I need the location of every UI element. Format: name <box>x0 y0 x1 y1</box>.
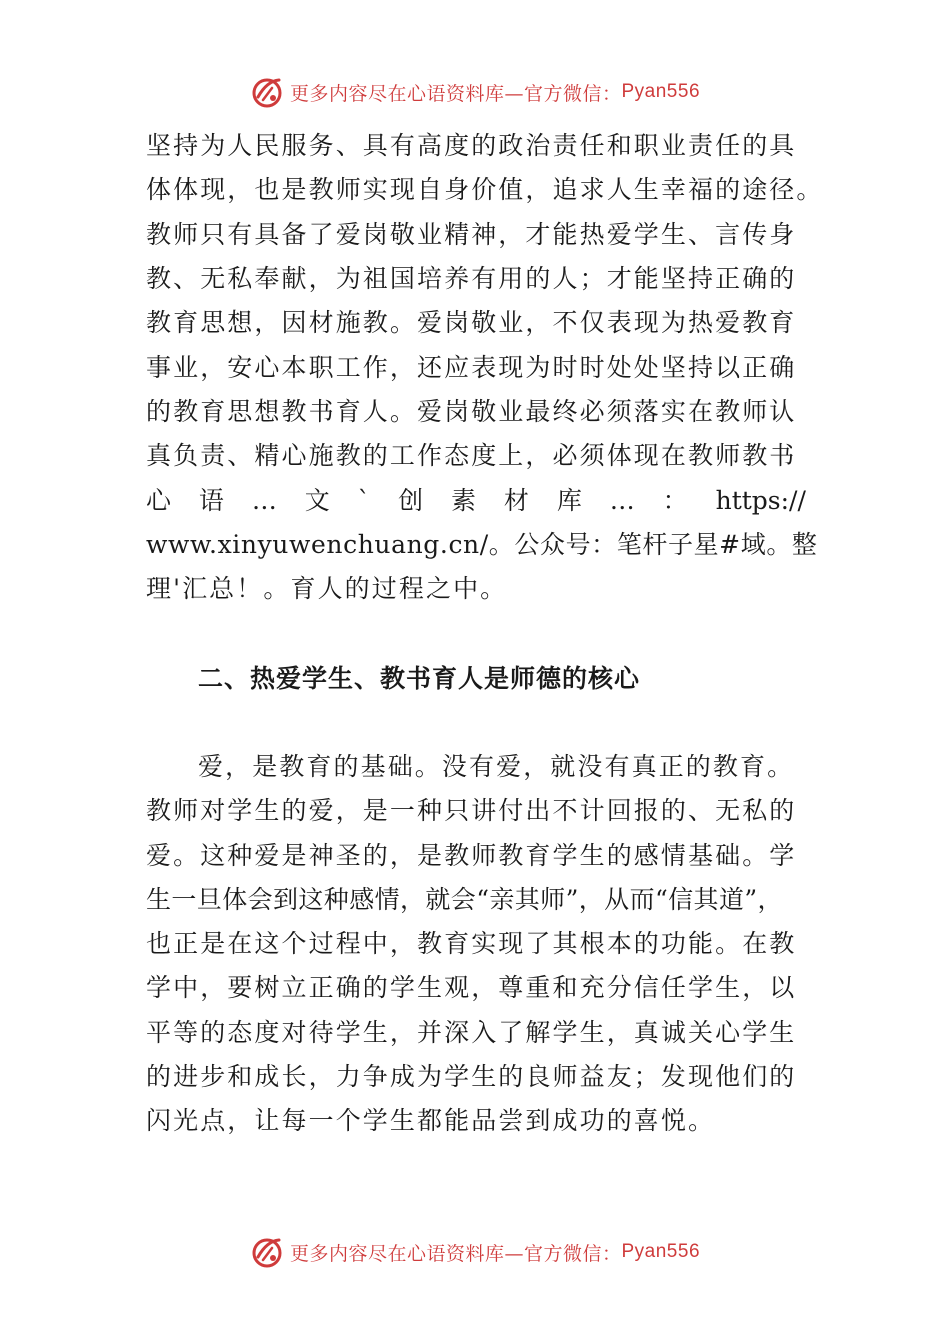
spaced-char: 心 <box>146 486 172 515</box>
spaced-char: ： <box>662 486 688 515</box>
footer-watermark-banner <box>0 1230 950 1274</box>
text-line: 教、无私奉献，为祖国培养有用的人；才能坚持正确的 <box>146 264 797 293</box>
wechat-id: Pyan556 <box>621 1241 701 1262</box>
spaced-text-line <box>146 479 806 523</box>
spaced-char: 素 <box>451 486 477 515</box>
banner-text: 更多内容尽在心语资料库—官方微信： <box>289 1242 622 1265</box>
text-line: 也正是在这个过程中，教育实现了其根本的功能。在教 <box>146 929 797 958</box>
text-line: 教师只有具备了爱岗敬业精神，才能热爱学生、言传身 <box>146 220 797 249</box>
spaced-char: … <box>251 486 277 515</box>
text-line: 的进步和成长，力争成为学生的良师益友；发现他们的 <box>146 1062 797 1091</box>
wechat-id: Pyan556 <box>621 81 701 102</box>
spaced-char: 语 <box>198 486 224 515</box>
text-line: 生一旦体会到这种感情，就会“亲其师”，从而“信其道”， <box>146 885 783 914</box>
text-line: 学中，要树立正确的学生观，尊重和充分信任学生，以 <box>146 973 797 1002</box>
spaced-char: ` <box>357 486 371 515</box>
spaced-char: 文 <box>304 486 330 515</box>
section-heading: 二、热爱学生、教书育人是师德的核心 <box>198 664 641 693</box>
spaced-char: 创 <box>398 486 424 515</box>
text-line: 教师对学生的爱，是一种只讲付出不计回报的、无私的 <box>146 796 797 825</box>
text-line: 真负责、精心施教的工作态度上，必须体现在教师教书 <box>146 441 797 470</box>
text-line: 事业，安心本职工作，还应表现为时时处处坚持以正确 <box>146 353 797 382</box>
spaced-char: 库 <box>556 486 582 515</box>
text-line: www.xinyuwenchuang.cn/。公众号：笔杆子星#域。整 <box>146 530 818 559</box>
text-line: 理'汇总！。育人的过程之中。 <box>146 574 508 603</box>
text-line: 坚持为人民服务、具有高度的政治责任和职业责任的具 <box>146 131 797 160</box>
spaced-url: https:// <box>715 486 806 515</box>
brand-logo-icon <box>250 1235 284 1269</box>
text-line: 的教育思想教书育人。爱岗敬业最终必须落实在教师认 <box>146 397 797 426</box>
text-line: 爱。这种爱是神圣的，是教师教育学生的感情基础。学 <box>146 841 797 870</box>
text-line: 闪光点，让每一个学生都能品尝到成功的喜悦。 <box>146 1106 716 1135</box>
text-line: 体体现，也是教师实现自身价值，追求人生幸福的途径。 <box>146 175 824 204</box>
spaced-char: 材 <box>503 486 529 515</box>
text-line: 平等的态度对待学生，并深入了解学生，真诚关心学生 <box>146 1018 797 1047</box>
text-line: 爱，是教育的基础。没有爱，就没有真正的教育。 <box>198 752 795 781</box>
spaced-char: … <box>609 486 635 515</box>
text-line: 教育思想，因材施教。爱岗敬业，不仅表现为热爱教育 <box>146 308 797 337</box>
banner-text: 更多内容尽在心语资料库—官方微信： <box>289 82 622 105</box>
